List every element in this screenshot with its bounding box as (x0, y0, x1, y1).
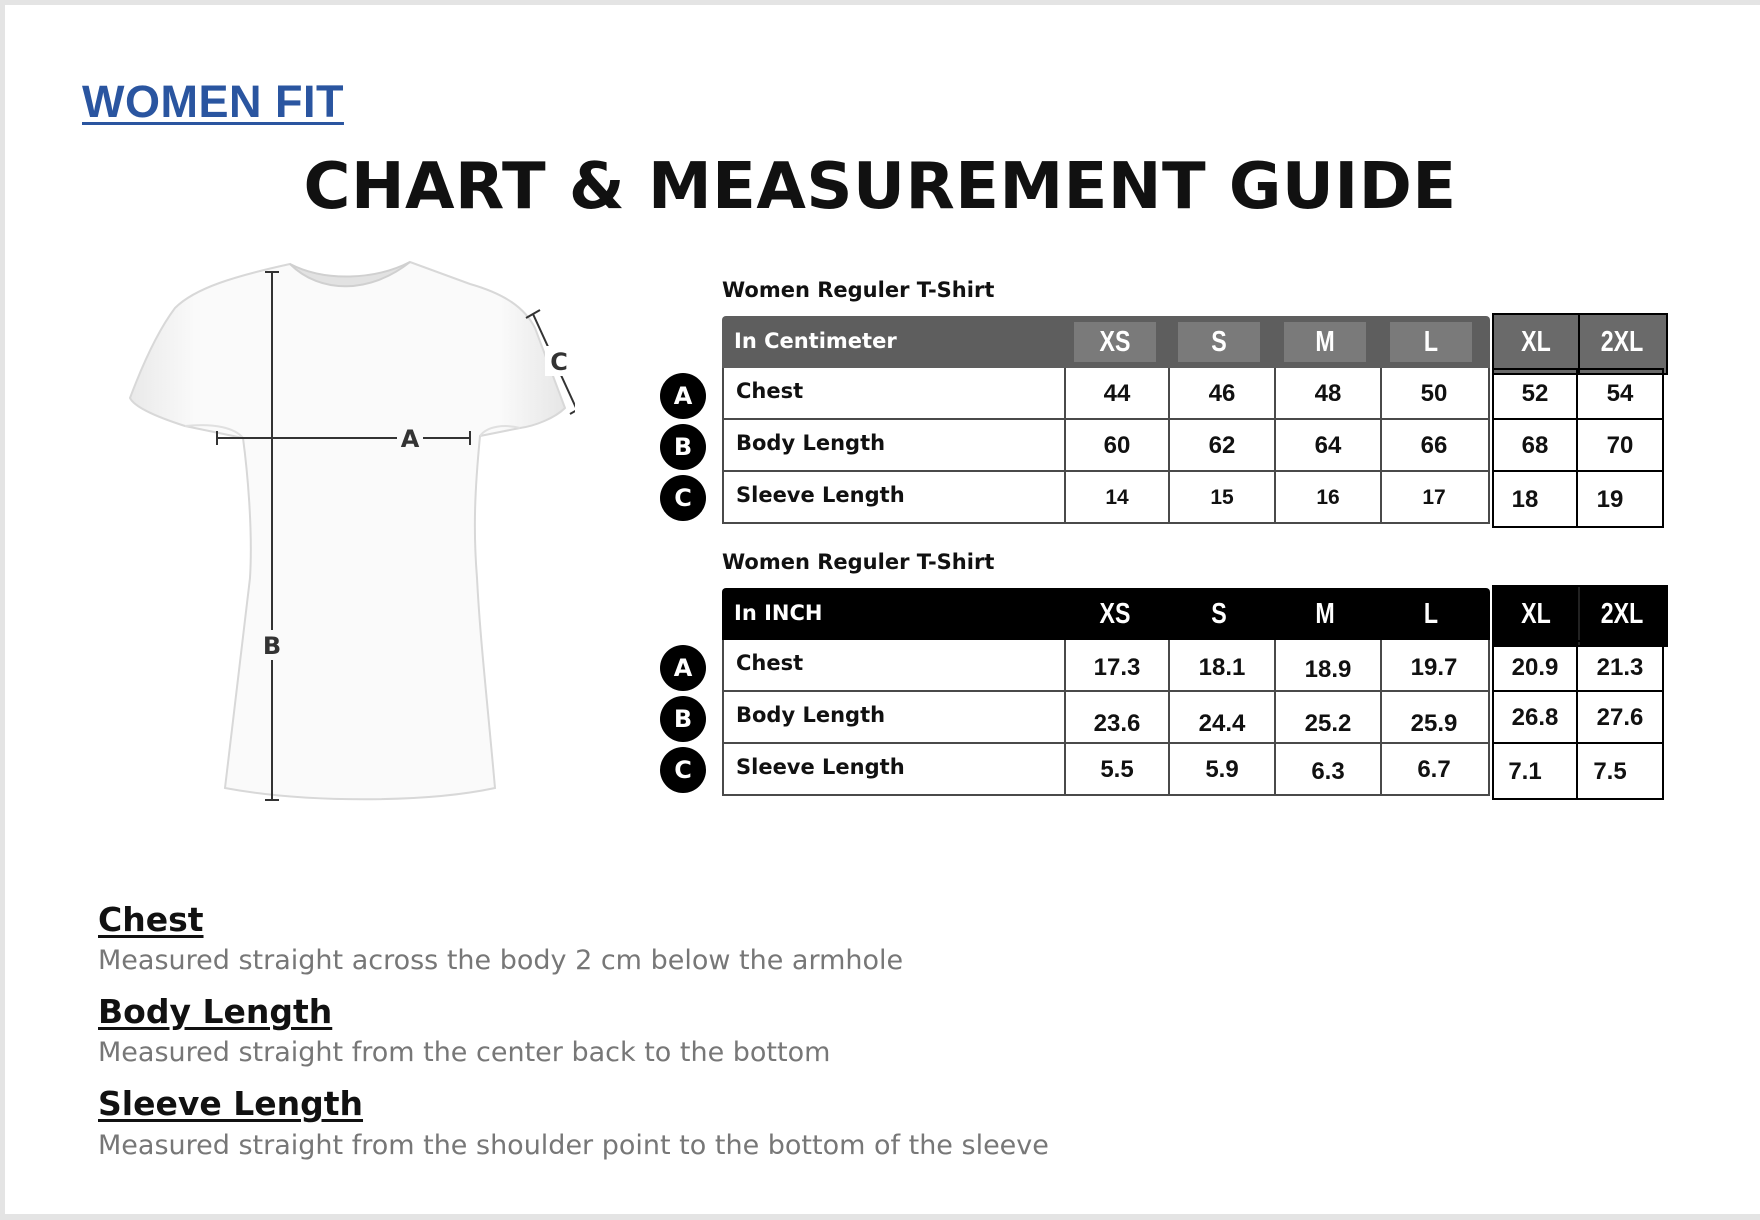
cm-row-label-chest: Chest (736, 379, 804, 403)
definition-text-chest: Measured straight across the body 2 cm below the armhole (98, 945, 904, 976)
inch-size-l: L (1423, 597, 1439, 630)
inch-row-label-body-length: Body Length (736, 703, 886, 727)
frame-bottom (0, 1214, 1760, 1220)
inch-chest-l: 19.7 (1410, 654, 1458, 681)
cm-sleeve-length-xl: 18 (1511, 486, 1539, 513)
inch-chest-s: 18.1 (1198, 654, 1246, 681)
cm-chest-xl: 52 (1521, 380, 1549, 407)
cm-size-l: L (1423, 325, 1439, 358)
cm-size-m: M (1315, 325, 1335, 358)
inch-sleeve-length-xs: 5.5 (1100, 756, 1134, 783)
measure-c-label: C (550, 348, 568, 376)
cm-size-xs: XS (1099, 325, 1131, 358)
tshirt-diagram (125, 258, 575, 818)
page-title: CHART & MEASUREMENT GUIDE (303, 150, 1457, 224)
cm-sleeve-length-m: 16 (1316, 486, 1340, 509)
cm-row-label-body-length: Body Length (736, 431, 886, 455)
cm-size-xl: XL (1521, 325, 1551, 358)
cm-body-length-l: 66 (1420, 432, 1448, 459)
cm-body-length-m: 64 (1314, 432, 1342, 459)
cm-chest-2xl: 54 (1606, 380, 1634, 407)
inch-body-length-l: 25.9 (1410, 710, 1458, 737)
definition-text-sleeve-length: Measured straight from the shoulder point to the bottom of the sleeve (98, 1130, 1049, 1161)
cm-size-2xl: 2XL (1600, 325, 1644, 358)
cm-chest-m: 48 (1314, 380, 1342, 407)
inch-size-m: M (1315, 597, 1335, 630)
cm-row-label-sleeve-length: Sleeve Length (736, 483, 905, 507)
inch-body-length-2xl: 27.6 (1596, 704, 1644, 731)
inch-sleeve-length-xl: 7.1 (1508, 758, 1542, 785)
inch-sleeve-length-2xl: 7.5 (1593, 758, 1627, 785)
tshirt-body (130, 262, 565, 799)
measure-a-label: A (400, 425, 420, 453)
cm-table-caption: Women Reguler T-Shirt (722, 278, 995, 302)
definition-title-sleeve-length: Sleeve Length (98, 1084, 364, 1123)
inch-chest-2xl: 21.3 (1596, 654, 1644, 681)
cm-sleeve-length-2xl: 19 (1596, 486, 1624, 513)
cm-badge-b: B (660, 424, 706, 470)
brand-heading: WOMEN FIT (82, 76, 344, 127)
definition-text-body-length: Measured straight from the center back to the bottom (98, 1037, 831, 1068)
cm-size-s: S (1211, 325, 1227, 358)
cm-chest-xs: 44 (1103, 380, 1131, 407)
cm-chest-l: 50 (1420, 380, 1448, 407)
cm-sleeve-length-s: 15 (1210, 486, 1234, 509)
definition-title-chest: Chest (98, 900, 204, 939)
inch-size-s: S (1211, 597, 1227, 630)
inch-table-caption: Women Reguler T-Shirt (722, 550, 995, 574)
inch-size-xs: XS (1099, 597, 1131, 630)
cm-sleeve-length-l: 17 (1422, 486, 1446, 509)
cm-badge-c: C (660, 475, 706, 521)
inch-sleeve-length-l: 6.7 (1417, 756, 1451, 783)
inch-unit-label: In INCH (734, 601, 823, 625)
inch-badge-a: A (660, 645, 706, 691)
inch-sleeve-length-m: 6.3 (1311, 758, 1345, 785)
inch-row-label-chest: Chest (736, 651, 804, 675)
inch-body-length-xl: 26.8 (1511, 704, 1559, 731)
inch-body-length-m: 25.2 (1304, 710, 1352, 737)
inch-badge-b: B (660, 696, 706, 742)
cm-unit-label: In Centimeter (734, 329, 897, 353)
measure-b-label: B (262, 632, 282, 660)
cm-body-length-xl: 68 (1521, 432, 1549, 459)
cm-body-length-s: 62 (1208, 432, 1236, 459)
inch-size-xl: XL (1521, 597, 1551, 630)
definition-title-body-length: Body Length (98, 992, 333, 1031)
inch-size-2xl: 2XL (1600, 597, 1644, 630)
inch-row-label-sleeve-length: Sleeve Length (736, 755, 905, 779)
inch-sleeve-length-s: 5.9 (1205, 756, 1239, 783)
inch-chest-m: 18.9 (1304, 656, 1352, 683)
inch-body-length-xs: 23.6 (1093, 710, 1141, 737)
cm-body-length-xs: 60 (1103, 432, 1131, 459)
cm-body-length-2xl: 70 (1606, 432, 1634, 459)
inch-chest-xs: 17.3 (1093, 654, 1141, 681)
cm-chest-s: 46 (1208, 380, 1236, 407)
inch-badge-c: C (660, 747, 706, 793)
cm-badge-a: A (660, 373, 706, 419)
inch-body-length-s: 24.4 (1198, 710, 1246, 737)
cm-sleeve-length-xs: 14 (1105, 486, 1129, 509)
inch-chest-xl: 20.9 (1511, 654, 1559, 681)
frame-top (0, 0, 1760, 5)
